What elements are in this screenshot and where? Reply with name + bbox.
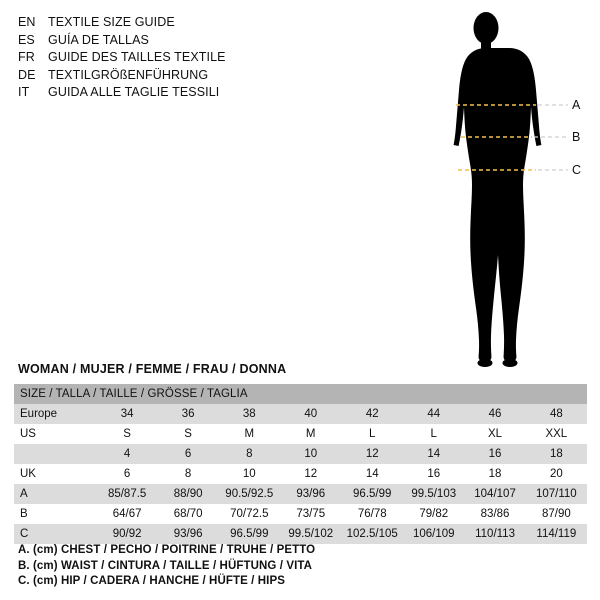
cell: 76/78 bbox=[357, 508, 387, 520]
cell: 48 bbox=[549, 408, 563, 420]
cell: L bbox=[369, 428, 376, 440]
row-label-uk: UK bbox=[20, 468, 36, 480]
note-hip: C. (cm) HIP / CADERA / HANCHE / HÜFTE / HIPS bbox=[18, 575, 286, 587]
cell: 14 bbox=[365, 468, 379, 480]
language-row-en bbox=[18, 14, 318, 32]
cell: 44 bbox=[427, 408, 441, 420]
cell: 46 bbox=[488, 408, 502, 420]
cell: 34 bbox=[120, 408, 134, 420]
cell: XL bbox=[488, 428, 503, 440]
silhouette-icon bbox=[454, 12, 542, 367]
language-code-it: IT bbox=[18, 85, 30, 99]
cell: 87/90 bbox=[541, 508, 571, 520]
cell: 114/119 bbox=[536, 528, 577, 540]
cell: 99.5/103 bbox=[411, 488, 457, 500]
cell: 12 bbox=[304, 468, 318, 480]
row-label-us: US bbox=[20, 428, 36, 440]
language-code-en: EN bbox=[18, 15, 36, 29]
language-text-it: GUIDA ALLE TAGLIE TESSILI bbox=[48, 85, 220, 99]
table-row bbox=[14, 424, 587, 444]
cell: 10 bbox=[304, 448, 318, 460]
cell: S bbox=[123, 428, 131, 440]
cell: 110/113 bbox=[475, 528, 515, 540]
measure-label-c: C bbox=[572, 163, 582, 177]
language-code-es: ES bbox=[18, 32, 35, 47]
language-row-fr bbox=[18, 49, 318, 67]
cell: 4 bbox=[123, 448, 131, 460]
language-row-it bbox=[18, 84, 318, 102]
language-text-en: TEXTILE SIZE GUIDE bbox=[48, 15, 175, 29]
table-row bbox=[14, 484, 587, 504]
cell: 73/75 bbox=[296, 508, 326, 520]
language-row-es bbox=[18, 32, 318, 50]
cell: 16 bbox=[488, 448, 502, 460]
language-list bbox=[18, 14, 318, 102]
cell: 8 bbox=[246, 448, 253, 460]
cell: 83/86 bbox=[480, 508, 510, 520]
measurement-notes bbox=[18, 543, 315, 590]
section-title: WOMAN / MUJER / FEMME / FRAU / DONNA bbox=[18, 362, 287, 376]
cell: 64/67 bbox=[112, 508, 142, 520]
cell: 8 bbox=[184, 468, 192, 480]
table-row bbox=[14, 504, 587, 524]
cell: 106/109 bbox=[412, 528, 455, 540]
cell: 102.5/105 bbox=[346, 528, 398, 540]
cell: 42 bbox=[365, 408, 379, 420]
cell: 18 bbox=[488, 468, 502, 480]
cell: 90/92 bbox=[112, 528, 142, 540]
row-label-europe: Europe bbox=[20, 408, 58, 420]
measure-label-a: A bbox=[572, 98, 581, 112]
cell: L bbox=[430, 428, 437, 440]
woman-silhouette-figure bbox=[420, 6, 595, 374]
size-table bbox=[14, 384, 587, 544]
cell: 10 bbox=[242, 468, 256, 480]
row-label-a: A bbox=[20, 488, 28, 500]
measure-label-b: B bbox=[572, 130, 581, 144]
cell: 79/82 bbox=[419, 508, 449, 520]
cell: 16 bbox=[427, 468, 441, 480]
table-row bbox=[14, 464, 587, 484]
cell: M bbox=[244, 428, 255, 440]
row-label-us-numeric bbox=[14, 444, 97, 464]
language-code-de: DE bbox=[18, 67, 36, 82]
cell: 36 bbox=[181, 408, 195, 420]
cell: 90.5/92.5 bbox=[225, 488, 274, 500]
cell: 85/87.5 bbox=[107, 488, 147, 500]
cell: 14 bbox=[427, 448, 441, 460]
cell: 104/107 bbox=[474, 488, 516, 500]
cell: 93/96 bbox=[296, 488, 326, 500]
cell: 18 bbox=[549, 448, 563, 460]
cell: 38 bbox=[242, 408, 256, 420]
language-code-fr: FR bbox=[18, 50, 35, 64]
table-row bbox=[14, 404, 587, 424]
cell: 99.5/102 bbox=[288, 528, 334, 540]
cell: 88/90 bbox=[173, 488, 203, 500]
cell: 6 bbox=[184, 448, 192, 460]
note-waist: B. (cm) WAIST / CINTURA / TAILLE / HÜFTUNG / VITA bbox=[18, 559, 313, 572]
row-label-c: C bbox=[20, 528, 29, 540]
cell: 96.5/99 bbox=[353, 488, 392, 500]
cell: 70/72.5 bbox=[230, 508, 269, 520]
language-text-es: GUÍA DE TALLAS bbox=[48, 32, 149, 47]
cell: XXL bbox=[545, 428, 568, 440]
row-label-b: B bbox=[20, 508, 28, 520]
cell: 40 bbox=[304, 408, 318, 420]
language-text-de: TEXTILGRÖßENFÜHRUNG bbox=[48, 67, 209, 82]
language-row-de bbox=[18, 67, 318, 85]
cell: 6 bbox=[123, 468, 131, 480]
table-header-label: SIZE / TALLA / TAILLE / GRÖSSE / TAGLIA bbox=[20, 388, 248, 400]
cell: 20 bbox=[549, 468, 563, 480]
cell: 107/110 bbox=[535, 488, 577, 500]
cell: M bbox=[305, 428, 316, 440]
cell: 93/96 bbox=[173, 528, 203, 540]
language-text-fr: GUIDE DES TAILLES TEXTILE bbox=[48, 50, 226, 64]
cell: 12 bbox=[365, 448, 379, 460]
table-header-row bbox=[14, 384, 587, 404]
note-chest: A. (cm) CHEST / PECHO / POITRINE / TRUHE / PETTO bbox=[18, 544, 316, 556]
cell: 68/70 bbox=[173, 508, 203, 520]
cell: 96.5/99 bbox=[230, 528, 269, 540]
cell: S bbox=[184, 428, 192, 440]
table-row bbox=[14, 444, 587, 464]
table-row bbox=[14, 524, 587, 544]
